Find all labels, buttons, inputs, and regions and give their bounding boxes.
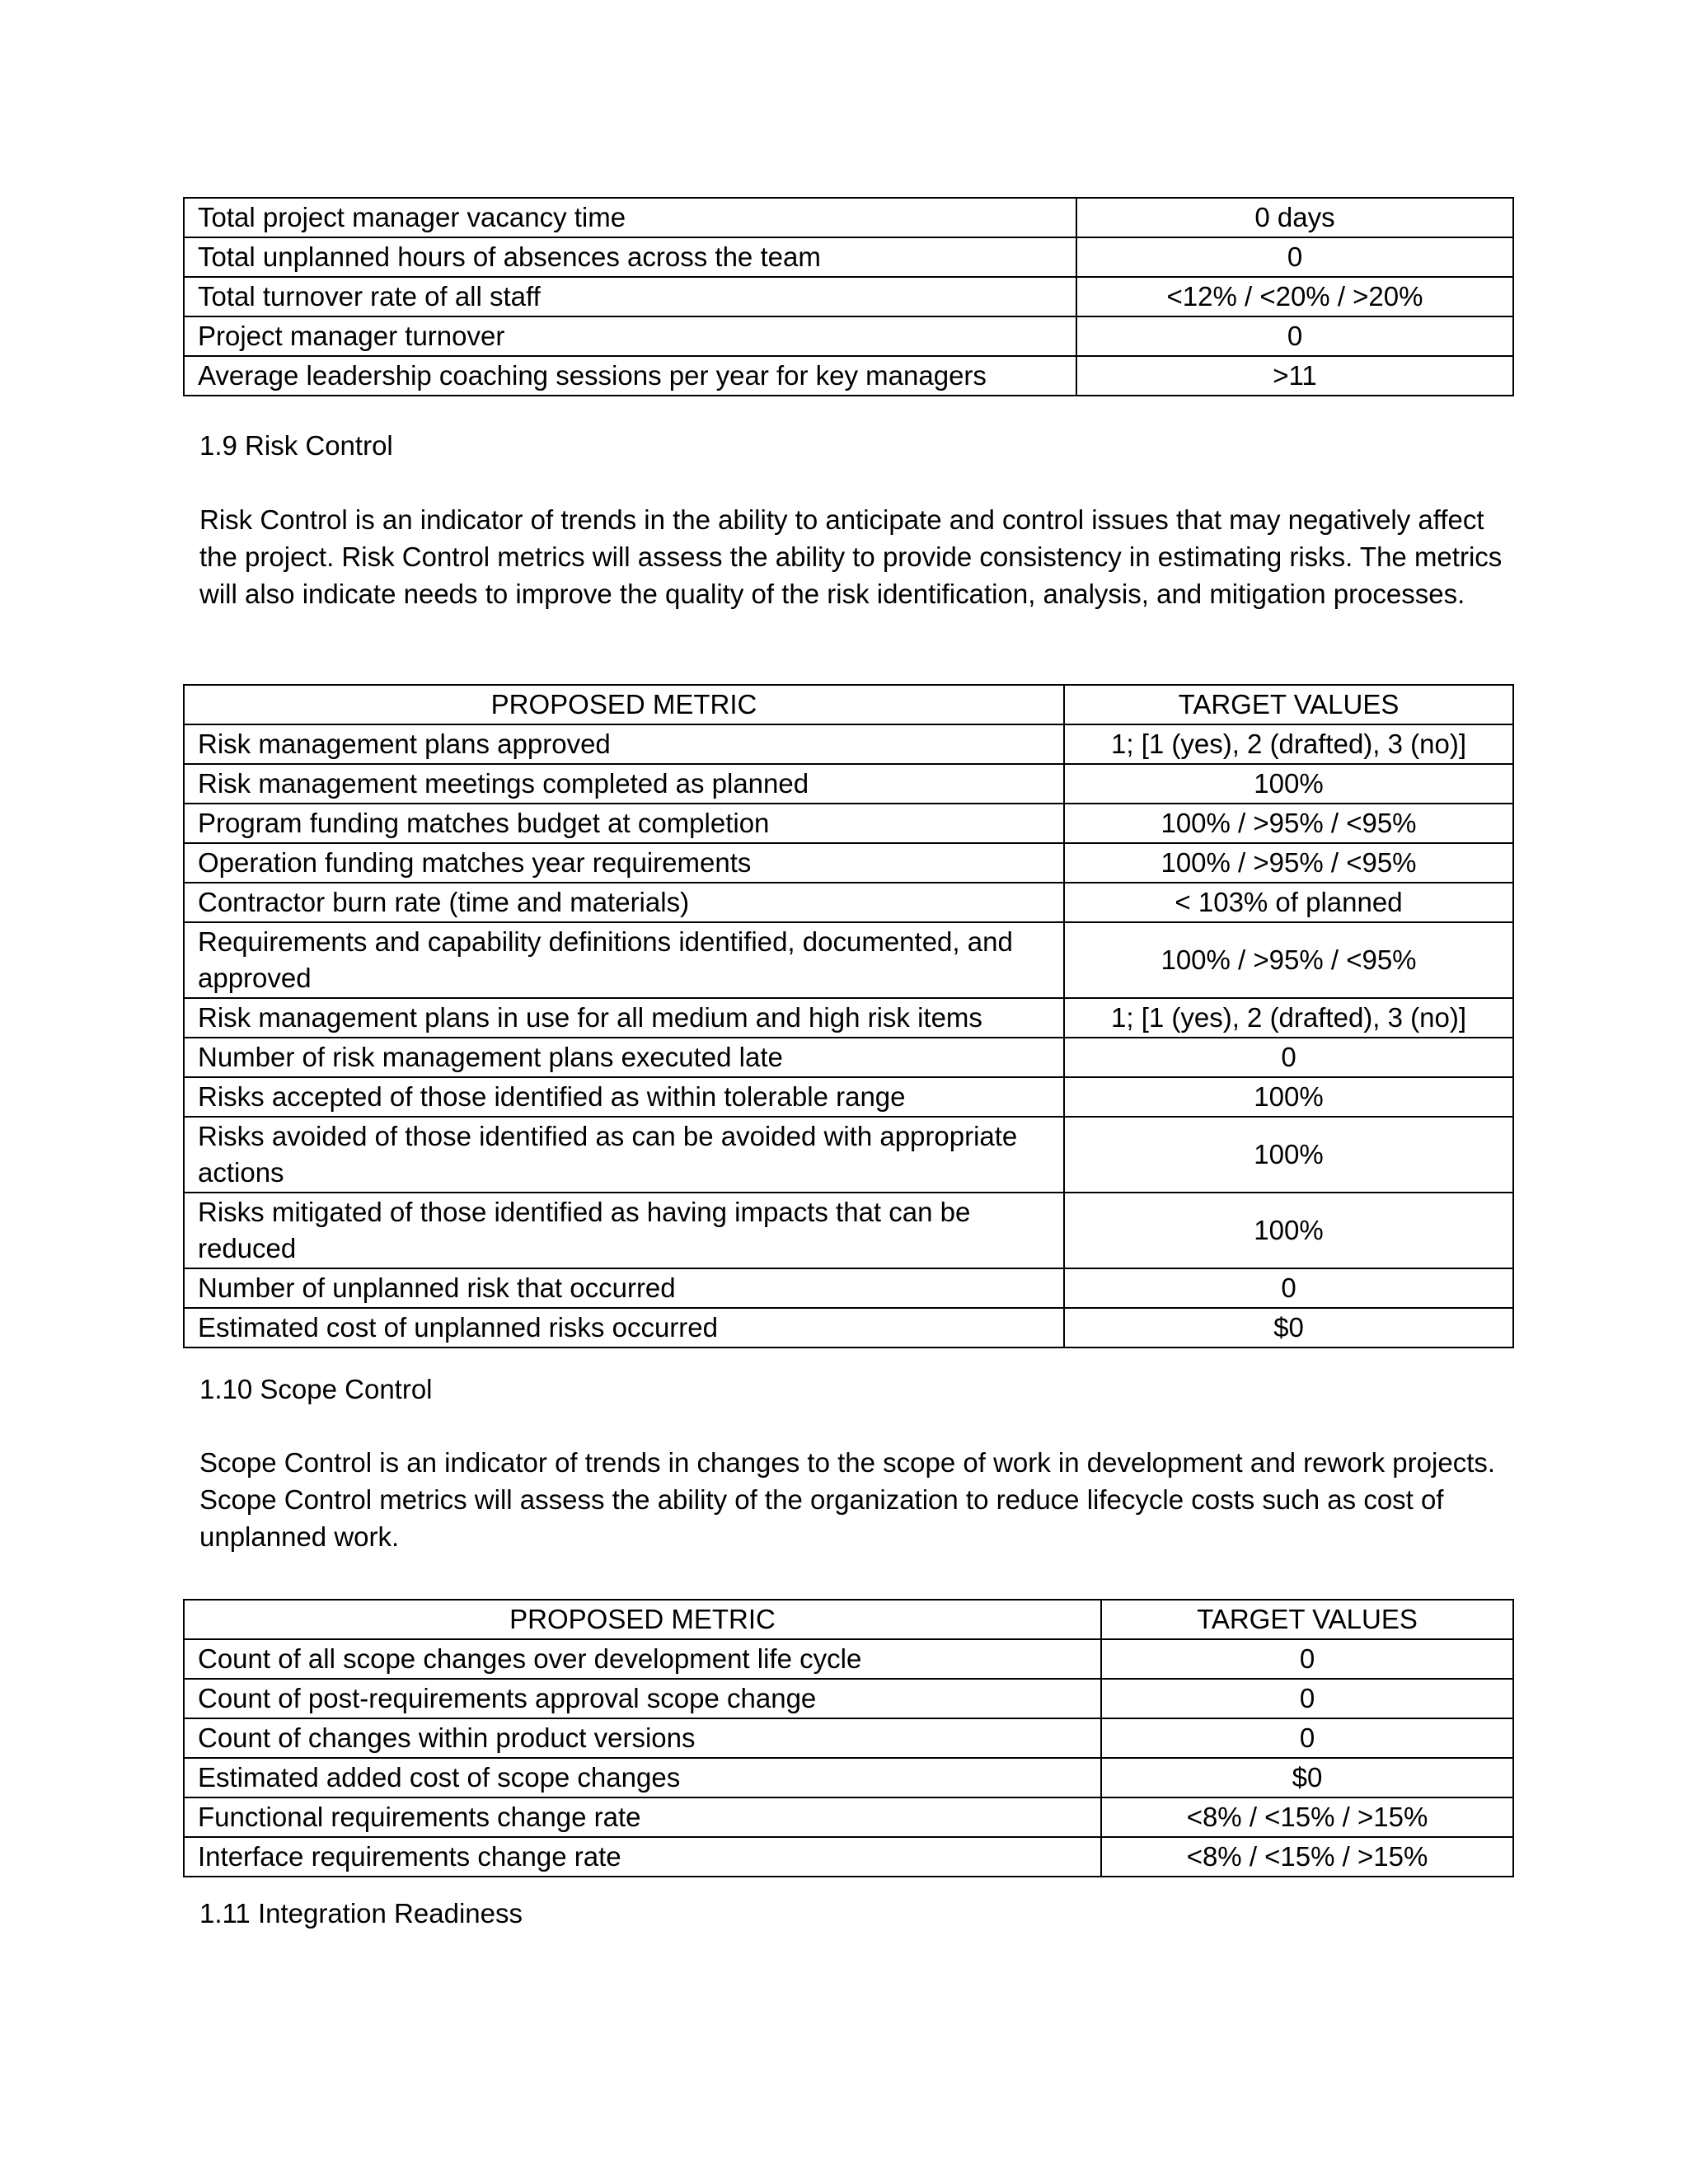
target-cell: 0 (1101, 1639, 1513, 1679)
table-header-row (184, 1600, 1513, 1639)
target-cell: 0 (1076, 316, 1513, 356)
header-target-values: TARGET VALUES (1101, 1600, 1513, 1639)
scope-control-metrics-table (183, 1599, 1514, 1877)
metric-cell: Total turnover rate of all staff (184, 277, 1076, 316)
metric-cell: Contractor burn rate (time and materials) (184, 883, 1064, 922)
target-cell: <12% / <20% / >20% (1076, 277, 1513, 316)
target-cell: 100% / >95% / <95% (1064, 804, 1513, 843)
target-cell: <8% / <15% / >15% (1101, 1837, 1513, 1877)
metric-cell: Operation funding matches year requirements (184, 843, 1064, 883)
header-proposed-metric: PROPOSED METRIC (184, 685, 1064, 724)
target-cell: < 103% of planned (1064, 883, 1513, 922)
target-cell: 100% (1064, 1077, 1513, 1117)
risk-control-metrics-table (183, 684, 1514, 1348)
staffing-metrics-table (183, 197, 1514, 396)
table-row (184, 1308, 1513, 1347)
table-row (184, 1758, 1513, 1797)
metric-cell: Average leadership coaching sessions per year for key managers (184, 356, 1076, 396)
target-cell: 0 (1101, 1718, 1513, 1758)
target-cell: 100% (1064, 1117, 1513, 1193)
table-row (184, 1797, 1513, 1837)
metric-cell: Risks mitigated of those identified as having impacts that can be reduced (184, 1193, 1064, 1268)
section-heading-integration-readiness: 1.11 Integration Readiness (199, 1898, 523, 1929)
metric-cell: Number of unplanned risk that occurred (184, 1268, 1064, 1308)
metric-cell: Count of changes within product versions (184, 1718, 1101, 1758)
table-row (184, 998, 1513, 1038)
target-cell: 1; [1 (yes), 2 (drafted), 3 (no)] (1064, 724, 1513, 764)
table-row (184, 1117, 1513, 1193)
metric-cell: Risk management plans approved (184, 724, 1064, 764)
table-row (184, 1268, 1513, 1308)
metric-cell: Interface requirements change rate (184, 1837, 1101, 1877)
metric-cell: Total project manager vacancy time (184, 198, 1076, 237)
table-row (184, 277, 1513, 316)
header-proposed-metric: PROPOSED METRIC (184, 1600, 1101, 1639)
target-cell: 0 (1101, 1679, 1513, 1718)
table-row (184, 764, 1513, 804)
target-cell: 100% / >95% / <95% (1064, 922, 1513, 998)
table-row (184, 922, 1513, 998)
target-cell: 100% / >95% / <95% (1064, 843, 1513, 883)
table-row (184, 1077, 1513, 1117)
section-heading-risk-control: 1.9 Risk Control (199, 430, 393, 461)
metric-cell: Risks avoided of those identified as can be avoided with appropriate actions (184, 1117, 1064, 1193)
metric-cell: Count of all scope changes over development life cycle (184, 1639, 1101, 1679)
table-row (184, 1193, 1513, 1268)
scope-control-paragraph: Scope Control is an indicator of trends in changes to the scope of work in development and rework projects. Scope Control metrics will assess the ability of the organization to reduce lifecycle costs such as cost of unplanned work. (199, 1447, 1496, 1552)
target-cell: <8% / <15% / >15% (1101, 1797, 1513, 1837)
table-row (184, 1639, 1513, 1679)
target-cell: $0 (1101, 1758, 1513, 1797)
table-row (184, 883, 1513, 922)
table-row (184, 237, 1513, 277)
table-row (184, 843, 1513, 883)
target-cell: 0 (1064, 1268, 1513, 1308)
metric-cell: Program funding matches budget at completion (184, 804, 1064, 843)
metric-cell: Risk management meetings completed as planned (184, 764, 1064, 804)
target-cell: $0 (1064, 1308, 1513, 1347)
target-cell: 1; [1 (yes), 2 (drafted), 3 (no)] (1064, 998, 1513, 1038)
metric-cell: Risks accepted of those identified as within tolerable range (184, 1077, 1064, 1117)
table-row (184, 1679, 1513, 1718)
target-cell: 0 (1076, 237, 1513, 277)
metric-cell: Estimated cost of unplanned risks occurred (184, 1308, 1064, 1347)
table-row (184, 198, 1513, 237)
metric-cell: Estimated added cost of scope changes (184, 1758, 1101, 1797)
table-row (184, 804, 1513, 843)
target-cell: 0 (1064, 1038, 1513, 1077)
table-row (184, 1837, 1513, 1877)
target-cell: 0 days (1076, 198, 1513, 237)
metric-cell: Requirements and capability definitions identified, documented, and approved (184, 922, 1064, 998)
target-cell: >11 (1076, 356, 1513, 396)
metric-cell: Total unplanned hours of absences across the team (184, 237, 1076, 277)
table-row (184, 724, 1513, 764)
table-row (184, 356, 1513, 396)
metric-cell: Count of post-requirements approval scope change (184, 1679, 1101, 1718)
metric-cell: Project manager turnover (184, 316, 1076, 356)
metric-cell: Number of risk management plans executed late (184, 1038, 1064, 1077)
metric-cell: Risk management plans in use for all medium and high risk items (184, 998, 1064, 1038)
section-heading-scope-control: 1.10 Scope Control (199, 1374, 433, 1404)
table-header-row (184, 685, 1513, 724)
table-row (184, 1038, 1513, 1077)
metric-cell: Functional requirements change rate (184, 1797, 1101, 1837)
risk-control-paragraph: Risk Control is an indicator of trends in the ability to anticipate and control issues that may negatively affect the project. Risk Control metrics will assess the ability to provide consistency in estimating risks. The metrics will also indicate needs to improve the quality of the risk identification, analysis, and mitigation processes. (199, 504, 1503, 609)
target-cell: 100% (1064, 1193, 1513, 1268)
table-row (184, 1718, 1513, 1758)
table-row (184, 316, 1513, 356)
target-cell: 100% (1064, 764, 1513, 804)
header-target-values: TARGET VALUES (1064, 685, 1513, 724)
